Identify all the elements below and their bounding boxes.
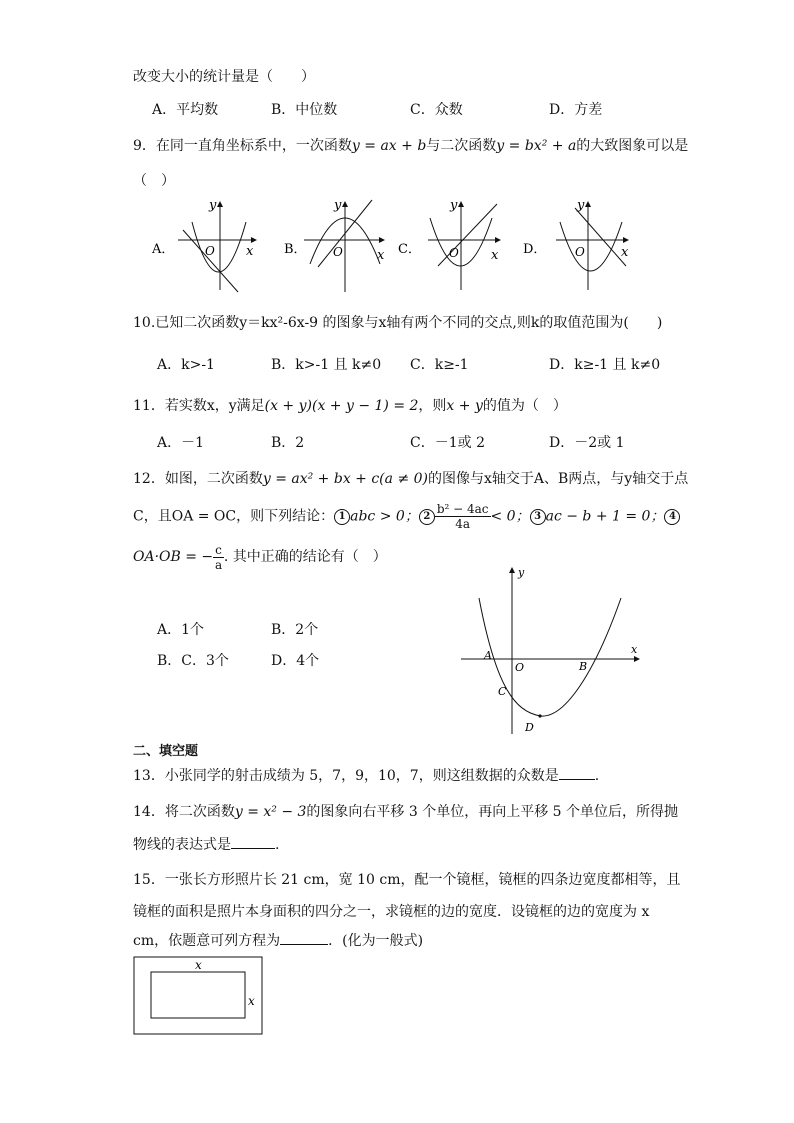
q12-stem-line2: C，且OA = OC，则下列结论： 1 abc > 0； 2 $\frac{\text{b² − 4ac}}{4a}$ < 0； 3 ac − b + 1 = 0； 4: [133, 502, 680, 531]
frame-top-label: x: [195, 958, 202, 972]
svg-text:O: O: [333, 245, 343, 259]
q12-option-a: A．1个: [157, 622, 205, 638]
q9-stem: 9．在同一直角坐标系中，一次函数y = ax + b与二次函数y = bx² + a的大致图象可以是: [133, 138, 689, 154]
q9-graph-b: [304, 200, 384, 292]
circled-3: 3: [530, 509, 546, 525]
q9-label-a: A．: [152, 242, 175, 257]
q12-function: y = ax² + bx + c(a ≠ 0): [262, 471, 428, 487]
q9-graphs: [0, 192, 794, 302]
q15-line1: 15．一张长方形照片长 21 cm，宽 10 cm，配一个镜框，镜框的四条边宽度都相等，且: [133, 872, 681, 888]
svg-text:y: y: [334, 198, 342, 213]
q9-graph-a: [178, 202, 256, 292]
q12-graph: [455, 562, 655, 742]
frame-right-label: x: [248, 994, 255, 1008]
q12-option-d: D．4个: [271, 653, 320, 669]
q15-blank[interactable]: [280, 930, 328, 945]
svg-text:O: O: [449, 246, 459, 260]
circled-2: 2: [419, 509, 435, 525]
q10-option-c: C．k≥-1: [410, 357, 469, 373]
q10-option-b: B．k>-1 且 k≠0: [271, 357, 382, 373]
svg-text:x: x: [246, 244, 254, 259]
q11-option-b: B．2: [271, 435, 305, 451]
q12-stem-line1: 12．如图，二次函数y = ax² + bx + c(a ≠ 0)的图像与x轴交于A、B两点，与y轴交于点: [133, 471, 689, 487]
q11-option-d: D．－2或 1: [549, 435, 625, 451]
q8-stem: 改变大小的统计量是（ ）: [133, 69, 315, 85]
q10-option-d: D．k≥-1 且 k≠0: [549, 357, 661, 373]
q12-option-c: B．C．3个: [157, 653, 229, 669]
q11-stem: 11．若实数x，y满足(x + y)(x + y − 1) = 2，则x + y的值为（ ）: [133, 398, 567, 414]
q8-option-c: C．众数: [410, 102, 463, 118]
svg-text:O: O: [515, 661, 525, 674]
q9-graph-d: [556, 202, 628, 290]
circled-4: 4: [664, 509, 680, 525]
svg-text:y: y: [518, 566, 525, 579]
svg-text:x: x: [621, 245, 629, 260]
q14-blank[interactable]: [231, 834, 275, 849]
q12-option-b: B．2个: [271, 622, 319, 638]
q13-blank[interactable]: [559, 765, 595, 780]
q10-option-a: A．k>-1: [157, 357, 215, 373]
svg-text:x: x: [631, 643, 638, 656]
q15-line2: 镜框的面积是照片本身面积的四分之一，求镜框的边的宽度．设镜框的边的宽度为 x: [133, 904, 650, 920]
q8-option-b: B．中位数: [271, 102, 338, 118]
point-a-label: A: [484, 649, 492, 662]
q8-option-a: A．平均数: [152, 102, 219, 118]
q10-stem: 10.已知二次函数y＝kx²-6x-9 的图象与x轴有两个不同的交点,则k的取值范围为( ): [133, 315, 663, 331]
q15-line3: cm，依题意可列方程为 ．(化为一般式): [133, 930, 423, 950]
q11-equation: (x + y)(x + y − 1) = 2: [264, 398, 419, 414]
q9-linear-fn: y = ax + b: [351, 138, 427, 154]
svg-text:x: x: [377, 248, 385, 263]
svg-text:y: y: [577, 198, 585, 213]
q8-option-d: D．方差: [549, 102, 603, 118]
q9-label-b: B．: [284, 242, 307, 257]
q9-graph-c: [428, 202, 500, 290]
q13-stem: 13．小张同学的射击成绩为 5，7，9，10，7，则这组数据的众数是 .: [133, 765, 599, 785]
svg-text:O: O: [205, 244, 215, 258]
q9-quadratic-fn: y = bx² + a: [496, 138, 577, 154]
q9-label-d: D．: [523, 242, 547, 257]
point-d-label: D: [525, 721, 534, 734]
q11-option-c: C．－1或 2: [410, 435, 485, 451]
q12-stem-line3: OA·OB = − $\frac{c}{a}$ . 其中正确的结论有（ ）: [133, 542, 387, 572]
q14-stem-line2: 物线的表达式是 .: [133, 834, 279, 854]
point-c-label: C: [498, 685, 507, 698]
q15-frame-figure: [133, 956, 273, 1038]
q9-label-c: C．: [398, 242, 421, 257]
q14-stem-line1: 14．将二次函数y = x² − 3的图象向右平移 3 个单位，再向上平移 5 个单位后，所得抛: [133, 804, 679, 820]
svg-text:y: y: [450, 198, 458, 213]
svg-text:O: O: [575, 245, 585, 259]
section-title: 二、填空题: [133, 744, 199, 759]
q11-option-a: A．－1: [157, 435, 205, 451]
q14-function: y = x² − 3: [234, 804, 307, 820]
svg-text:y: y: [209, 198, 217, 213]
svg-text:x: x: [491, 248, 499, 263]
q9-paren: （ ）: [133, 173, 175, 189]
point-b-label: B: [579, 660, 588, 673]
circled-1: 1: [334, 509, 350, 525]
